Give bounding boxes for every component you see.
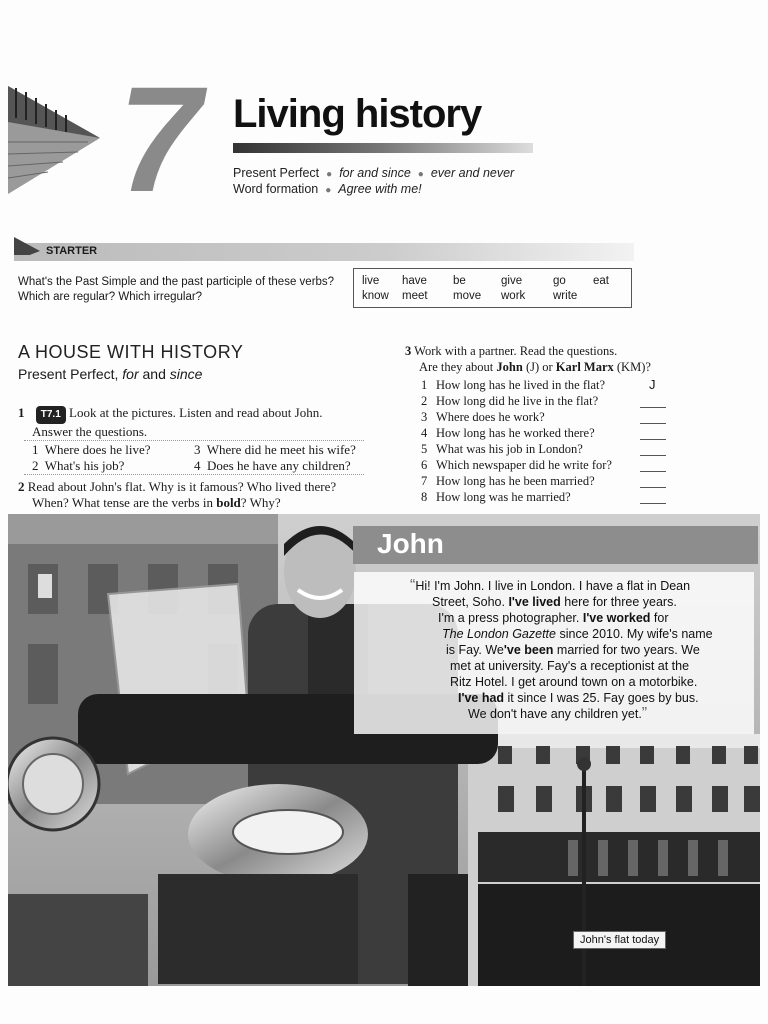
exercise-instruction: (J) or [525,360,553,374]
unit-header-graphic [8,82,100,198]
text-line: We don't have any children yet.” [468,705,648,722]
answer-blank[interactable] [640,475,666,488]
topics-line-1 [233,166,514,180]
open-quote-icon: “ [410,577,416,594]
exercise-instruction: Work with a partner. Read the questions. [414,344,618,358]
text-line: I've had it since I was 25. Fay goes by bus. [458,691,699,705]
exercise-instruction: When? What tense are the verbs in [32,495,213,510]
title-rule [233,143,533,153]
john-text-panel [354,572,754,734]
topic: Agree with me! [338,182,422,196]
text-line: I'm a press photographer. I've worked for [438,611,669,625]
exercise-instruction: (KM)? [616,360,651,374]
topics-line-2 [233,182,422,196]
starter-question [18,275,334,305]
text-line: is Fay. We've been married for two years. We [446,643,700,657]
ex1-item: 3 Where did he meet his wife? [194,442,356,457]
subtitle-part: since [169,366,203,382]
text-line: The London Gazette since 2010. My wife's name [442,627,713,641]
topic: Present Perfect [233,166,320,180]
verb: be [453,275,466,287]
verb: live [362,275,380,287]
subtitle-part: Present Perfect, [18,366,119,382]
exercise-number: 1 [18,405,25,420]
divider [24,440,364,441]
answer-blank[interactable] [640,459,666,472]
page-title: Living history [233,92,482,136]
exercise-number: 3 [405,344,412,358]
exercise-instruction: ? Why? [240,495,281,510]
bullet-icon: ● [417,169,424,180]
ex3-item: 5 What was his job in London? [421,442,583,456]
text-line: met at university. Fay's a receptionist at the [450,659,690,673]
photo-caption: John's flat today [573,931,666,949]
verb-box [353,268,632,308]
answer-blank[interactable] [640,443,666,456]
section-title: A HOUSE WITH HISTORY [18,342,244,362]
topic: ever and never [430,166,515,180]
bullet-icon: ● [326,169,333,180]
john-heading: John [377,528,444,559]
exercise-3 [405,343,755,375]
exercise-number: 2 [18,479,25,494]
exercise-instruction-bold: John [496,360,523,374]
topic: for and since [339,166,411,180]
section-subtitle [18,366,202,382]
bullet-icon: ● [325,185,332,196]
verb: write [553,290,578,302]
exercise-instruction: Look at the pictures. Listen and read about John. [69,405,323,420]
verb: meet [402,290,428,302]
verb: move [453,290,482,302]
starter-question-2: Which are regular? Which irregular? [18,291,203,303]
ex3-item: 1 How long has he lived in the flat? [421,378,606,392]
verb: know [362,290,389,302]
verb: eat [593,275,609,287]
text-line: “Hi! I'm John. I live in London. I have a flat in Dean [410,577,691,594]
starter-arrow-icon [14,237,40,255]
unit-number: 7 [118,55,198,223]
verb: work [501,290,526,302]
ex3-item: 6 Which newspaper did he write for? [421,458,612,472]
text-line: Street, Soho. I've lived here for three years. [432,595,677,609]
answer-blank[interactable] [640,491,666,504]
close-quote-icon: ” [641,705,648,722]
exercise-1 [18,405,368,440]
starter-question-1: What's the Past Simple and the past participle of these verbs? [18,276,335,288]
subtitle-part: for [122,366,139,382]
divider [24,474,364,475]
ex1-item: 1 Where does he live? [32,442,151,457]
starter-bar [14,243,634,261]
audio-track-badge[interactable]: T7.1 [36,406,66,424]
answer-example: J [649,377,656,392]
topic: Word formation [233,182,319,196]
answer-blank[interactable] [640,427,666,440]
exercise-2 [18,479,378,511]
ex3-item: 8 How long was he married? [421,490,571,504]
verb: go [553,275,566,287]
starter-label: STARTER [46,245,98,257]
ex3-item: 4 How long has he worked there? [421,426,595,440]
exercise-instruction-bold: bold [216,495,241,510]
ex3-item: 7 How long has he been married? [421,474,595,488]
text-line: Ritz Hotel. I get around town on a motorbike. [450,675,698,689]
answer-blank[interactable] [640,411,666,424]
verb: have [402,275,427,287]
ex3-item: 2 How long did he live in the flat? [421,394,599,408]
verb: give [501,275,523,287]
exercise-instruction: Read about John's flat. Why is it famous? Who lived there? [27,479,337,494]
ex1-item: 4 Does he have any children? [194,458,351,473]
subtitle-part: and [142,366,166,382]
exercise-instruction-bold: Karl Marx [555,360,614,374]
exercise-instruction: Are they about [419,360,494,374]
ex1-item: 2 What's his job? [32,458,125,473]
answer-blank[interactable] [640,395,666,408]
exercise-instruction: Answer the questions. [32,424,148,439]
ex3-item: 3 Where does he work? [421,410,545,424]
